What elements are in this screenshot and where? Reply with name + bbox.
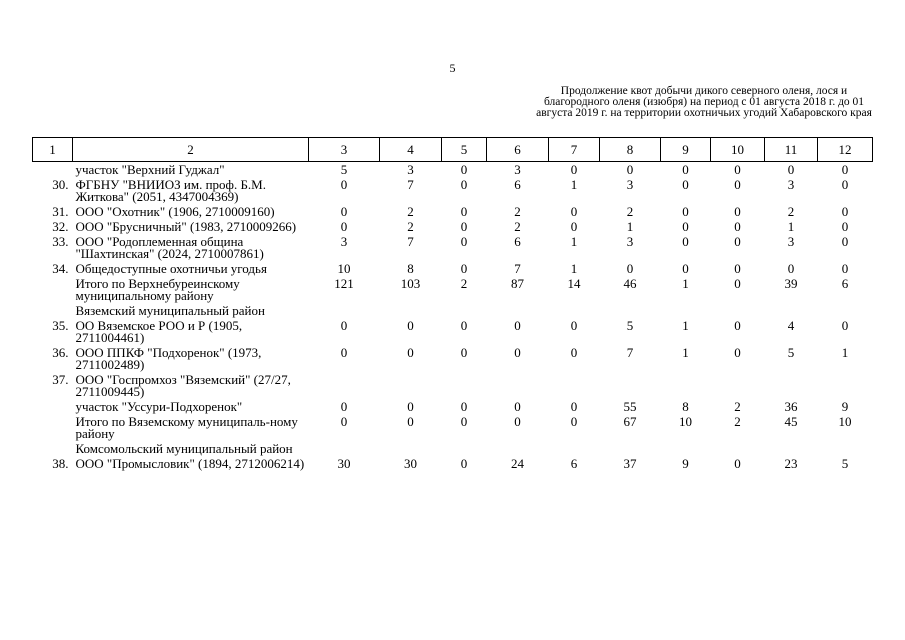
row-number: 31. [52,204,69,219]
value-cell: 36 [784,399,798,414]
value-cell: 0 [460,399,468,414]
row-number: 37. [52,372,69,387]
value-cell: 2 [514,204,521,219]
value-cell: 0 [570,399,578,414]
value-cell: 0 [570,345,578,360]
value-cell: 3 [407,162,414,177]
value-cell: 0 [340,177,348,192]
value-cell: 1 [682,318,689,333]
value-cell: 3 [626,177,634,192]
value-cell: 0 [407,399,414,414]
value-cell: 14 [567,276,581,291]
value-cell [487,372,549,399]
row-name: ООО "Промысловик" (1894, 2712006214) [75,456,305,471]
value-cell: 0 [570,414,578,429]
header-cell: 11 [765,138,818,162]
value-cell: 45 [784,414,798,429]
value-cell: 0 [734,318,741,333]
row-number: 36. [52,345,69,360]
value-cell: 1 [682,276,689,291]
header-row [33,138,873,162]
row-number [33,414,73,441]
row-name: Итого по Вяземскому муниципаль-ному району [75,414,298,441]
value-cell: 55 [623,399,637,414]
value-cell: 5 [787,345,795,360]
table-row [33,162,873,178]
value-cell: 0 [460,204,468,219]
value-cell: 30 [404,456,417,471]
row-number: 30. [52,177,69,192]
row-name: ОО Вяземское РОО и Р (1905, 2711004461) [75,318,243,345]
value-cell: 6 [841,276,849,291]
header-cell: 3 [309,138,380,162]
value-cell: 7 [407,177,414,192]
value-cell: 3 [626,234,634,249]
value-cell: 5 [841,456,849,471]
value-cell [600,303,661,318]
row-number [33,276,73,303]
value-cell: 23 [784,456,798,471]
value-cell [600,372,661,399]
value-cell: 0 [841,219,849,234]
value-cell: 0 [734,345,741,360]
header-cell: 7 [549,138,600,162]
value-cell: 0 [841,318,849,333]
row-number: 38. [52,456,69,471]
value-cell: 0 [407,414,414,429]
header-cell: 4 [380,138,442,162]
value-cell: 5 [626,318,634,333]
value-cell: 87 [511,276,524,291]
value-cell [661,372,711,399]
row-name: ООО "Госпромхоз "Вяземский" (27/27, 2711009445) [75,372,291,399]
header-cell: 12 [818,138,873,162]
value-cell: 1 [570,177,578,192]
value-cell: 0 [841,162,849,177]
table-header [33,138,873,162]
value-cell: 0 [841,234,849,249]
value-cell: 0 [734,456,741,471]
row-name: участок "Уссури-Подхоренок" [75,399,243,414]
row-number: 32. [52,219,69,234]
value-cell [661,303,711,318]
row-name: ООО "Брусничный" (1983, 2710009266) [75,219,297,234]
table-row [33,414,873,441]
table-row [33,204,873,219]
value-cell: 3 [787,177,795,192]
value-cell [487,303,549,318]
value-cell: 2 [514,219,521,234]
header-cell: 9 [661,138,711,162]
row-number: 33. [52,234,69,249]
table-row [33,318,873,345]
value-cell: 0 [460,456,468,471]
header-cell: 5 [442,138,487,162]
value-cell: 10 [337,261,351,276]
value-cell: 0 [682,177,689,192]
value-cell: 0 [460,162,468,177]
table-row [33,177,873,204]
row-number: 35. [52,318,69,333]
value-cell [818,441,873,456]
value-cell: 0 [841,261,849,276]
value-cell [711,372,765,399]
value-cell: 0 [460,177,468,192]
value-cell: 0 [514,414,521,429]
row-number: 34. [52,261,69,276]
row-name: ФГБНУ "ВНИИОЗ им. проф. Б.М. Житкова" (2051, 4347004369) [75,177,266,204]
value-cell: 7 [514,261,521,276]
table-row [33,372,873,399]
header-cell: 1 [33,138,73,162]
header-cell: 8 [600,138,661,162]
value-cell: 0 [734,204,741,219]
value-cell: 67 [623,414,637,429]
row-name: ООО ППКФ "Подхоренок" (1973, 2711002489) [75,345,262,372]
value-cell: 0 [407,318,414,333]
value-cell: 1 [787,219,795,234]
value-cell: 5 [340,162,348,177]
value-cell: 0 [841,177,849,192]
value-cell: 0 [734,219,741,234]
row-name: ООО "Охотник" (1906, 2710009160) [75,204,275,219]
value-cell [487,441,549,456]
value-cell: 0 [340,414,348,429]
value-cell: 6 [514,177,521,192]
value-cell: 0 [460,414,468,429]
value-cell: 0 [514,318,521,333]
table-row [33,456,873,471]
value-cell: 6 [570,456,578,471]
value-cell: 0 [570,318,578,333]
value-cell [442,441,487,456]
row-name: Вяземский муниципальный район [75,303,265,318]
table-row [33,441,873,456]
value-cell: 3 [787,234,795,249]
value-cell: 0 [460,234,468,249]
value-cell: 0 [682,261,689,276]
row-number [33,303,73,318]
value-cell: 0 [787,162,795,177]
value-cell: 2 [734,414,741,429]
value-cell: 9 [841,399,849,414]
value-cell [309,303,380,318]
value-cell: 3 [514,162,521,177]
value-cell: 2 [407,204,414,219]
value-cell [549,303,600,318]
value-cell [309,372,380,399]
value-cell: 0 [570,162,578,177]
value-cell: 0 [682,234,689,249]
value-cell: 0 [460,261,468,276]
value-cell [549,372,600,399]
value-cell [765,303,818,318]
row-name: участок "Верхний Гуджал" [75,162,225,177]
value-cell: 0 [514,399,521,414]
value-cell: 7 [626,345,634,360]
value-cell: 1 [626,219,634,234]
quota-table [32,137,873,471]
value-cell: 0 [340,204,348,219]
value-cell [600,441,661,456]
value-cell: 8 [682,399,689,414]
value-cell: 1 [570,261,578,276]
value-cell [549,441,600,456]
table-body [33,162,873,472]
value-cell [442,303,487,318]
value-cell: 2 [407,219,414,234]
table-row [33,234,873,261]
value-cell: 103 [400,276,421,291]
value-cell: 10 [679,414,692,429]
value-cell: 0 [340,345,348,360]
value-cell: 0 [734,162,741,177]
value-cell: 10 [838,414,852,429]
value-cell: 0 [682,162,689,177]
value-cell: 0 [626,162,634,177]
header-cell: 6 [487,138,549,162]
value-cell: 0 [734,276,741,291]
table-row [33,399,873,414]
value-cell: 39 [784,276,798,291]
table-row [33,261,873,276]
value-cell: 0 [682,204,689,219]
value-cell [818,303,873,318]
value-cell: 0 [626,261,634,276]
value-cell: 121 [334,276,354,291]
value-cell: 1 [841,345,849,360]
value-cell: 46 [623,276,637,291]
value-cell: 0 [734,177,741,192]
value-cell: 2 [626,204,634,219]
value-cell: 1 [570,234,578,249]
value-cell [711,441,765,456]
value-cell: 30 [337,456,351,471]
value-cell: 24 [511,456,524,471]
value-cell: 4 [787,318,795,333]
value-cell: 3 [340,234,348,249]
value-cell: 0 [787,261,795,276]
row-name: ООО "Родоплеменная община "Шахтинская" (2024, 2710007861) [75,234,264,261]
value-cell: 0 [407,345,414,360]
row-name: Общедоступные охотничьи угодья [75,261,267,276]
value-cell: 0 [734,234,741,249]
value-cell [818,372,873,399]
value-cell: 0 [841,204,849,219]
value-cell: 0 [340,219,348,234]
value-cell: 8 [407,261,414,276]
page-number: 5 [449,61,456,75]
row-name: Итого по Верхнебуреинскому муниципальному району [75,276,240,303]
value-cell [711,303,765,318]
value-cell: 6 [514,234,521,249]
table-row [33,219,873,234]
row-number [33,399,73,414]
value-cell [380,372,442,399]
row-name: Комсомольский муниципальный район [75,441,293,456]
value-cell: 0 [734,261,741,276]
value-cell [380,441,442,456]
row-number [33,162,73,178]
value-cell: 0 [570,219,578,234]
table-caption: Продолжение квот добычи дикого северного оленя, лося и благородного оленя (изюбря) на период с 01 августа 2018 г. до 01 августа 2019 г. на территории охотничьих угодий Хабаровского края [536,85,872,119]
value-cell [442,372,487,399]
value-cell: 9 [682,456,689,471]
value-cell: 2 [734,399,741,414]
value-cell: 0 [340,318,348,333]
value-cell [380,303,442,318]
header-cell: 10 [711,138,765,162]
value-cell: 0 [514,345,521,360]
value-cell: 37 [623,456,637,471]
value-cell: 0 [682,219,689,234]
value-cell: 0 [460,318,468,333]
row-number [33,441,73,456]
value-cell: 7 [407,234,414,249]
value-cell: 0 [340,399,348,414]
value-cell: 0 [460,219,468,234]
value-cell: 0 [570,204,578,219]
table-row [33,303,873,318]
value-cell: 2 [787,204,795,219]
header-cell: 2 [73,138,309,162]
value-cell: 1 [682,345,689,360]
value-cell: 2 [460,276,468,291]
value-cell [661,441,711,456]
table-row [33,276,873,303]
value-cell [765,372,818,399]
table-row [33,345,873,372]
value-cell [765,441,818,456]
value-cell: 0 [460,345,468,360]
value-cell [309,441,380,456]
